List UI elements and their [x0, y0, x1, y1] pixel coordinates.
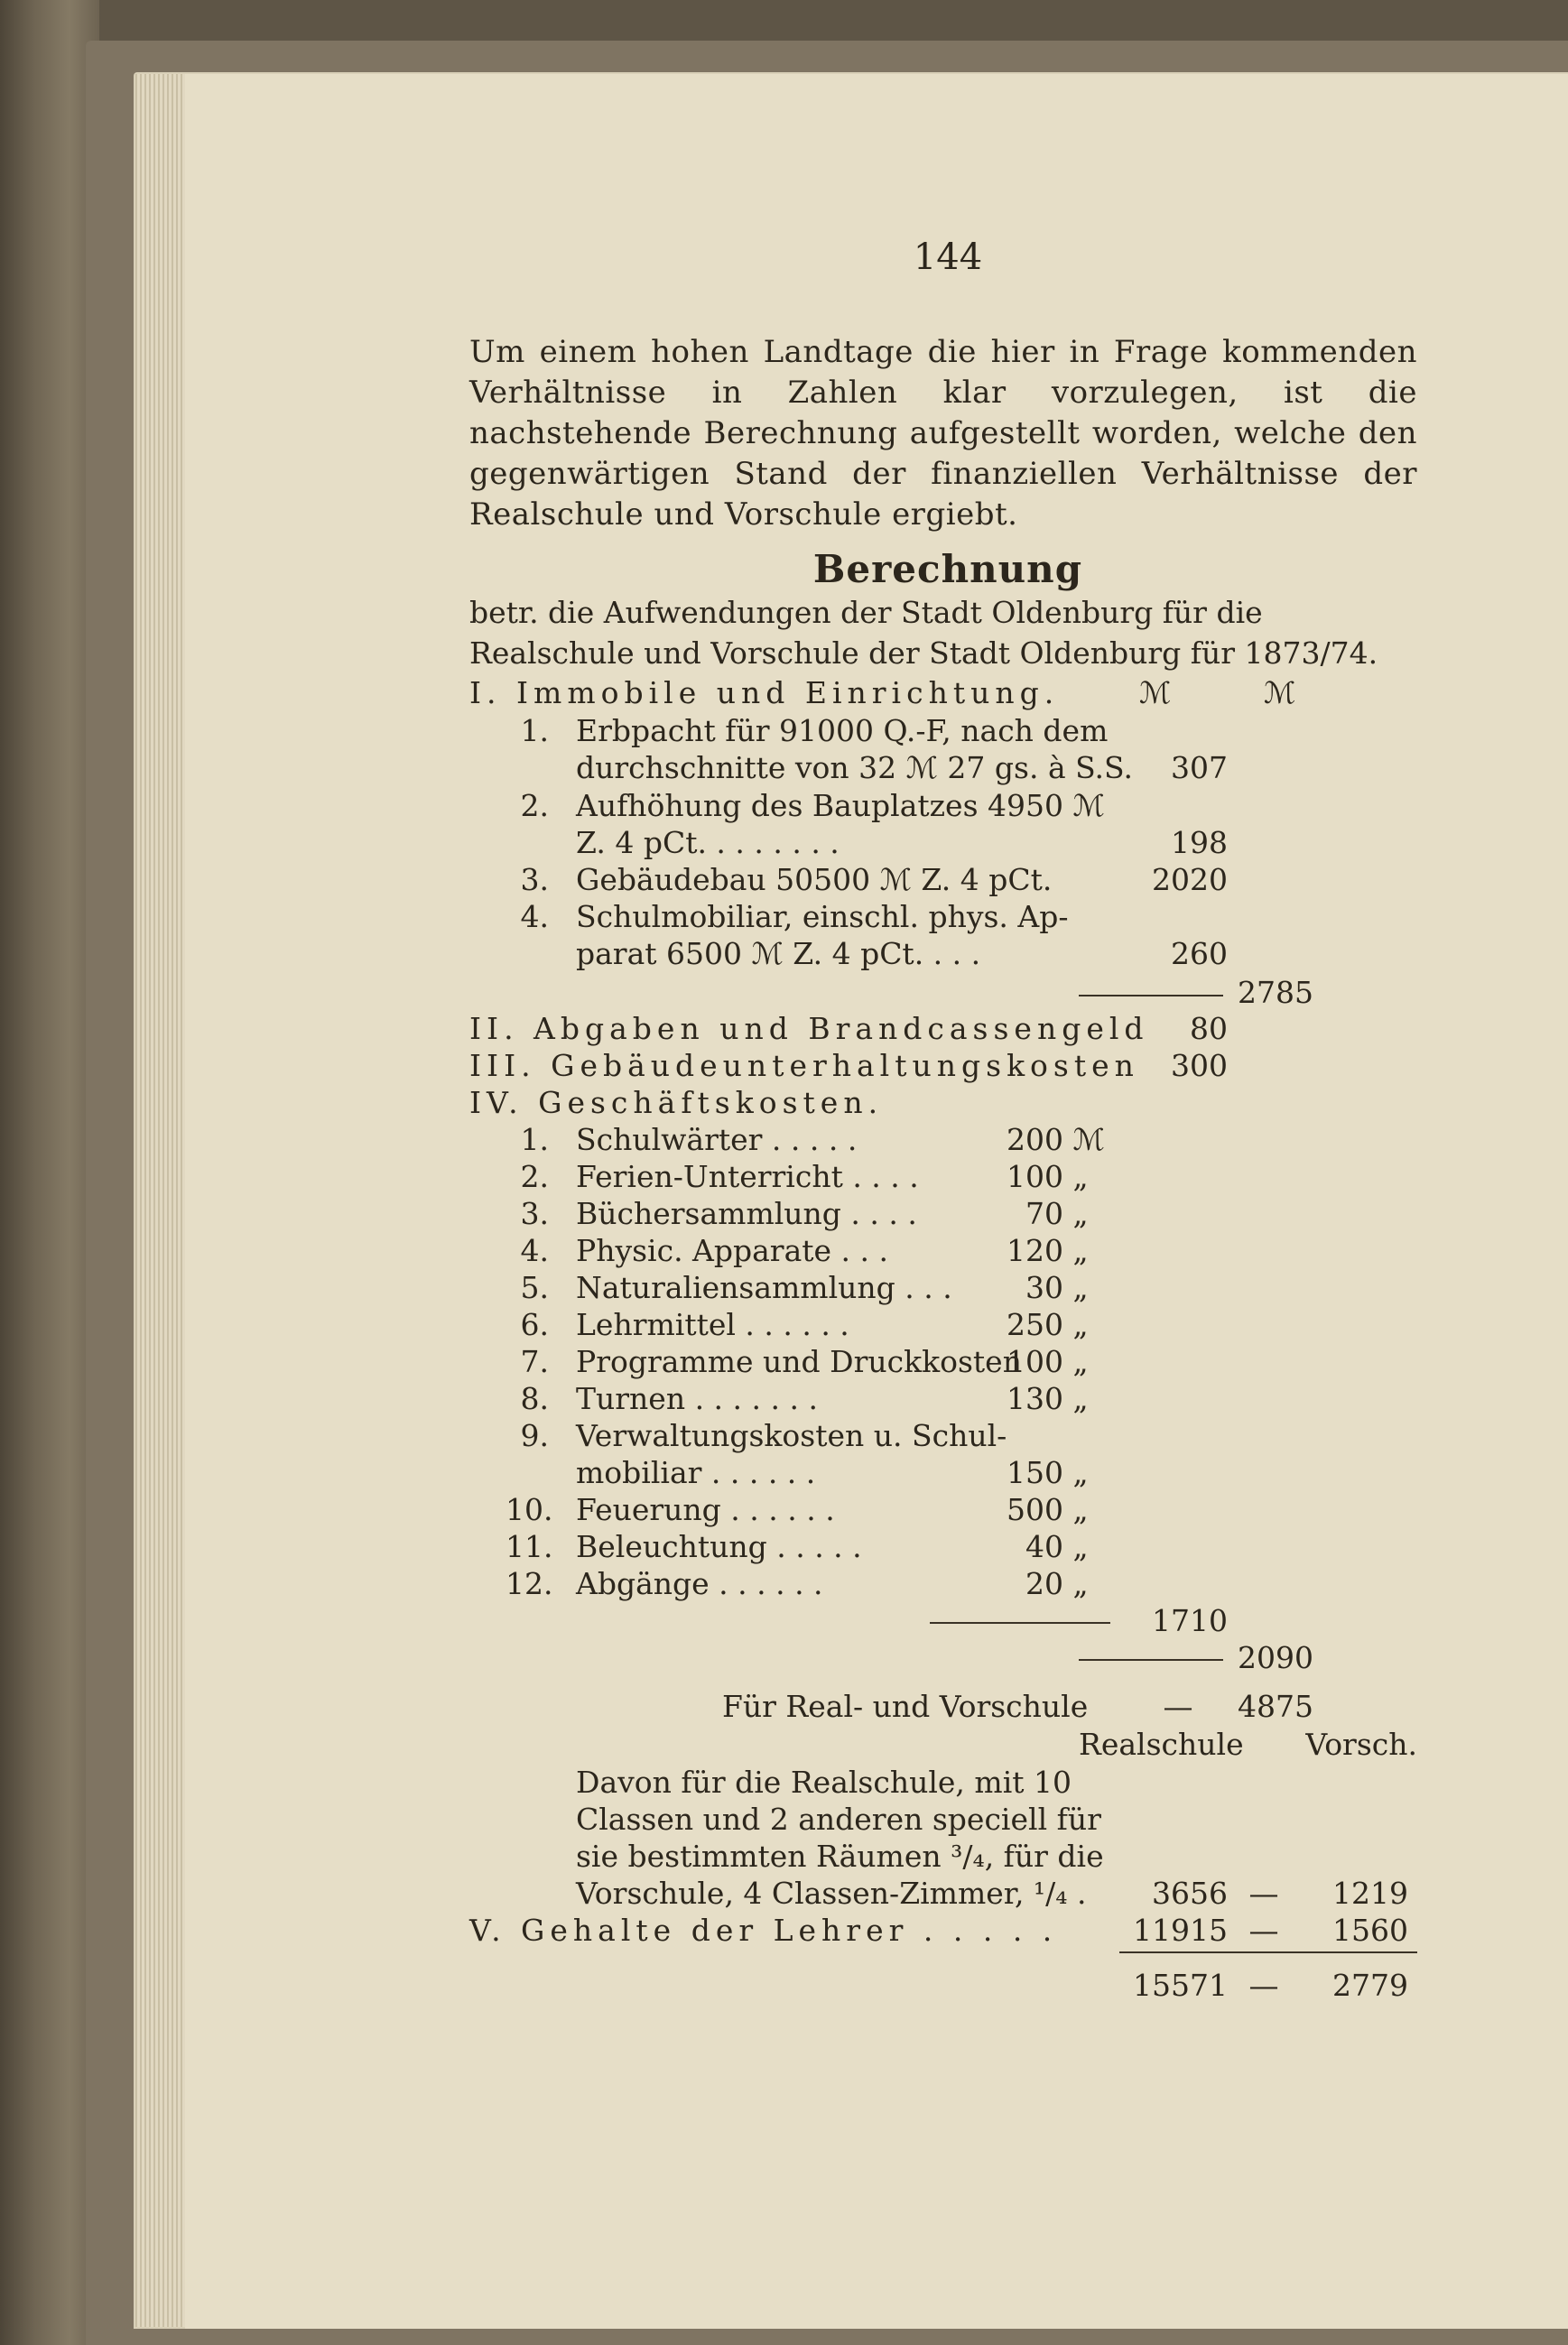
- item-number: 4.: [520, 1233, 549, 1268]
- item-label: Abgänge . . . . . .: [576, 1566, 823, 1601]
- page-edge-lines: [135, 74, 190, 2327]
- item-amount: 2020: [1152, 862, 1228, 897]
- item-amount: 120 „: [1007, 1233, 1089, 1268]
- section-2-title: II. Abgaben und Brandcassengeld: [469, 1011, 1149, 1046]
- split-text-line: sie bestimmten Räumen ³/₄, für die: [576, 1839, 1104, 1874]
- section-4-title: IV. Geschäftskosten.: [469, 1085, 884, 1120]
- item-number: 2.: [520, 788, 549, 823]
- split-vorschule-amount: 1219: [1332, 1876, 1408, 1911]
- section-3-title: III. Gebäudeunterhaltungskosten: [469, 1048, 1139, 1083]
- item-amount: 30 „: [1025, 1270, 1089, 1305]
- item-label: Naturaliensammlung . . .: [576, 1270, 952, 1305]
- grand-total-label: Für Real- und Vorschule: [722, 1689, 1089, 1724]
- section-5-vorschule: 1560: [1332, 1913, 1408, 1948]
- section-4-total: 2090: [1238, 1640, 1313, 1675]
- item-amount: 100 „: [1007, 1159, 1089, 1194]
- final-realschule-total: 15571: [1133, 1968, 1228, 2003]
- section-5-dash: —: [1248, 1913, 1279, 1948]
- item-number: 7.: [520, 1344, 549, 1379]
- section-3-amount: 300: [1171, 1048, 1228, 1083]
- column-header-realschule: Realschule: [1079, 1727, 1244, 1762]
- item-label-continued: Z. 4 pCt. . . . . . . .: [576, 825, 840, 860]
- item-number: 1.: [520, 1122, 549, 1157]
- split-text-line: Vorschule, 4 Classen-Zimmer, ¹/₄ .: [576, 1876, 1087, 1911]
- item-number: 3.: [520, 1196, 549, 1231]
- item-label: Aufhöhung des Bauplatzes 4950 ℳ: [576, 788, 1105, 823]
- book-spine: [0, 0, 99, 2345]
- item-label: Erbpacht für 91000 Q.-F, nach dem: [576, 713, 1109, 748]
- intro-paragraph: Um einem hohen Landtage die hier in Frage kommenden Verhältnisse in Zahlen klar vorzulegen, ist die nachstehende Berechnung aufgestellt worden, welche den gegenwärtigen Stand der finanziellen Verhältnisse der Realschule und Vorschule ergiebt.: [469, 334, 1417, 533]
- item-number: 4.: [520, 899, 549, 934]
- item-number: 9.: [520, 1418, 549, 1453]
- item-amount: 130 „: [1007, 1381, 1089, 1416]
- item-number: 3.: [520, 862, 549, 897]
- item-label: Programme und Druckkosten: [576, 1344, 1022, 1379]
- currency-header-1: ℳ: [1139, 675, 1172, 710]
- item-number: 10.: [506, 1492, 553, 1527]
- item-label: Verwaltungskosten u. Schul-: [576, 1418, 1007, 1453]
- item-amount: 307: [1171, 750, 1228, 785]
- item-amount: 70 „: [1025, 1196, 1089, 1231]
- section-1-title: I. Immobile und Einrichtung.: [469, 675, 1060, 710]
- total-rule: [1119, 1951, 1417, 1953]
- split-realschule-amount: 3656: [1152, 1876, 1228, 1911]
- item-amount: 260: [1171, 936, 1228, 971]
- section-4-subtotal: 1710: [1152, 1603, 1228, 1638]
- item-amount: 20 „: [1025, 1566, 1089, 1601]
- page-number: 144: [913, 236, 983, 278]
- grand-total-amount: 4875: [1238, 1689, 1313, 1724]
- currency-header-2: ℳ: [1264, 675, 1296, 710]
- section-2-amount: 80: [1190, 1011, 1228, 1046]
- item-amount: 100 „: [1007, 1344, 1089, 1379]
- item-label-continued: durchschnitte von 32 ℳ 27 gs. à S.S.: [576, 750, 1133, 785]
- section-5-realschule: 11915: [1133, 1913, 1228, 1948]
- item-number: 12.: [506, 1566, 553, 1601]
- item-label: Ferien-Unterricht . . . .: [576, 1159, 919, 1194]
- item-amount: 200 ℳ: [1007, 1122, 1105, 1157]
- item-number: 5.: [520, 1270, 549, 1305]
- item-amount: 40 „: [1025, 1529, 1089, 1564]
- final-dash: —: [1248, 1968, 1279, 2003]
- item-amount: 500 „: [1007, 1492, 1089, 1527]
- item-number: 2.: [520, 1159, 549, 1194]
- split-dash: —: [1248, 1876, 1279, 1911]
- split-text-line: Classen und 2 anderen speciell für: [576, 1802, 1101, 1837]
- item-amount: 150 „: [1007, 1455, 1089, 1490]
- calculation-subtitle: betr. die Aufwendungen der Stadt Oldenburg für die Realschule und Vorschule der Stadt Oldenburg für 1873/74.: [469, 595, 1378, 671]
- grand-total-dash: —: [1163, 1689, 1193, 1724]
- subtotal-rule: [930, 1622, 1110, 1624]
- section-1-total: 2785: [1238, 975, 1313, 1010]
- item-label-continued: mobiliar . . . . . .: [576, 1455, 816, 1490]
- split-text-line: Davon für die Realschule, mit 10: [576, 1765, 1072, 1800]
- item-label: Schulwärter . . . . .: [576, 1122, 858, 1157]
- item-label: Beleuchtung . . . . .: [576, 1529, 862, 1564]
- item-label: Physic. Apparate . . .: [576, 1233, 888, 1268]
- section-5-title: V. Gehalte der Lehrer . . . . .: [469, 1913, 1058, 1948]
- item-label: Lehrmittel . . . . . .: [576, 1307, 849, 1342]
- item-number: 1.: [520, 713, 549, 748]
- final-vorschule-total: 2779: [1332, 1968, 1408, 2003]
- item-label: Gebäudebau 50500 ℳ Z. 4 pCt.: [576, 862, 1053, 897]
- item-label: Feuerung . . . . . .: [576, 1492, 835, 1527]
- item-number: 6.: [520, 1307, 549, 1342]
- item-label: Büchersammlung . . . .: [576, 1196, 917, 1231]
- item-amount: 198: [1171, 825, 1228, 860]
- column-header-vorschule: Vorsch.: [1305, 1727, 1417, 1762]
- item-label: Turnen . . . . . . .: [576, 1381, 818, 1416]
- item-label-continued: parat 6500 ℳ Z. 4 pCt. . . .: [576, 936, 981, 971]
- item-amount: 250 „: [1007, 1307, 1089, 1342]
- item-number: 8.: [520, 1381, 549, 1416]
- item-number: 11.: [506, 1529, 553, 1564]
- item-label: Schulmobiliar, einschl. phys. Ap-: [576, 899, 1069, 934]
- calculation-heading: Berechnung: [812, 547, 1083, 591]
